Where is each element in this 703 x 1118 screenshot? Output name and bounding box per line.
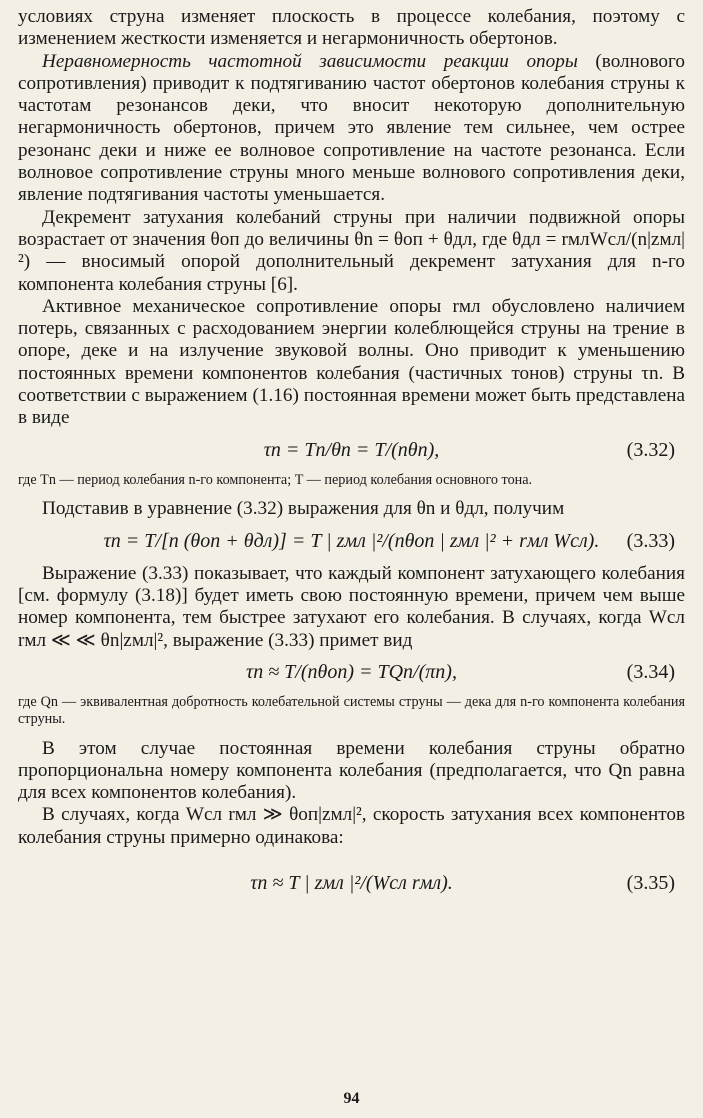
- equation-number: (3.32): [626, 438, 675, 461]
- paragraph: Декремент затухания колебаний струны при наличии подвижной опоры возрастает от значения θоп до величины θn = θоп + θдл, где θдл = rмлWсл/(n|zмл|²) — вносимый опорой дополнительный декремент затухания для n-го компонента колебания струны [6].: [18, 206, 685, 295]
- footnote-text: где Tn — период колебания n-го компонента; T — период колебания основного тона.: [18, 471, 533, 488]
- paragraph-text: (волнового сопротивления) приводит к подтягиванию частот обертонов колебания струны к частотам резонансов деки, что вносит некоторую дополнительную негармоничность обертонов, причем это явление тем сильнее, чем острее резонанс деки и ниже ее волновое сопротивление на частоте резонанса. Если волновое сопротивление струны много меньше волнового сопротивления деки, явление подтягивания частоты уменьшается.: [18, 50, 685, 206]
- formula-expression: τn = T/[n (θоп + θдл)] = T | zмл |²/(nθоп | zмл |² + rмл Wсл).: [103, 529, 600, 552]
- paragraph: В этом случае постоянная времени колебания струны обратно пропорциональна номеру компонента колебания (предполагается, что Qn равна для всех компонентов колебания).: [18, 737, 685, 804]
- paragraph: Активное механическое сопротивление опоры rмл обусловлено наличием потерь, связанных с расходованием энергии колеблющейся струны на трение в опоре, деке и на излучение звуковой волны. Оно приводит к уменьшению постоянных времени компонентов колебания (частичных тонов) струны τn. В соответствии с выражением (1.16) постоянная времени может быть представлена в виде: [18, 295, 685, 429]
- formula-3-34: [18, 652, 685, 694]
- page-number: 94: [343, 1090, 360, 1107]
- formula-3-33: [18, 521, 685, 563]
- formula-3-35: [18, 863, 685, 905]
- formula-expression: τn ≈ T | zмл |²/(Wсл rмл).: [250, 872, 453, 894]
- paragraph: Подставив в уравнение (3.32) выражения для θn и θдл, получим: [42, 498, 565, 520]
- formula-3-32: [18, 430, 685, 472]
- paragraph: В случаях, когда Wсл rмл ≫ θоп|zмл|², скорость затухания всех компонентов колебания струны примерно одинакова:: [18, 804, 685, 848]
- footnote-text: где Qn — эквивалентная добротность колебательной системы струны — дека для n-го компонента колебания струны.: [18, 693, 685, 727]
- paragraph: [18, 51, 685, 207]
- paragraph: Выражение (3.33) показывает, что каждый компонент затухающего колебания [см. формулу (3.18)] будет иметь свою постоянную времени, причем чем выше номер компонента, тем быстрее затухают его колебания. В случаях, когда Wсл rмл ≪ ≪ θn|zмл|², выражение (3.33) примет вид: [18, 562, 685, 651]
- formula-expression: τn = Tn/θn = T/(nθn),: [263, 438, 440, 461]
- equation-number: (3.35): [626, 872, 675, 894]
- paragraph: условиях струна изменяет плоскость в процессе колебания, поэтому с изменением жесткости изменяется и негармоничность обертонов.: [18, 6, 685, 50]
- formula-expression: τn ≈ T/(nθоп) = TQn/(πn),: [246, 660, 457, 683]
- equation-number: (3.34): [626, 660, 675, 683]
- italic-phrase: Неравномерность частотной зависимости реакции опоры: [42, 50, 578, 72]
- equation-number: (3.33): [626, 529, 675, 552]
